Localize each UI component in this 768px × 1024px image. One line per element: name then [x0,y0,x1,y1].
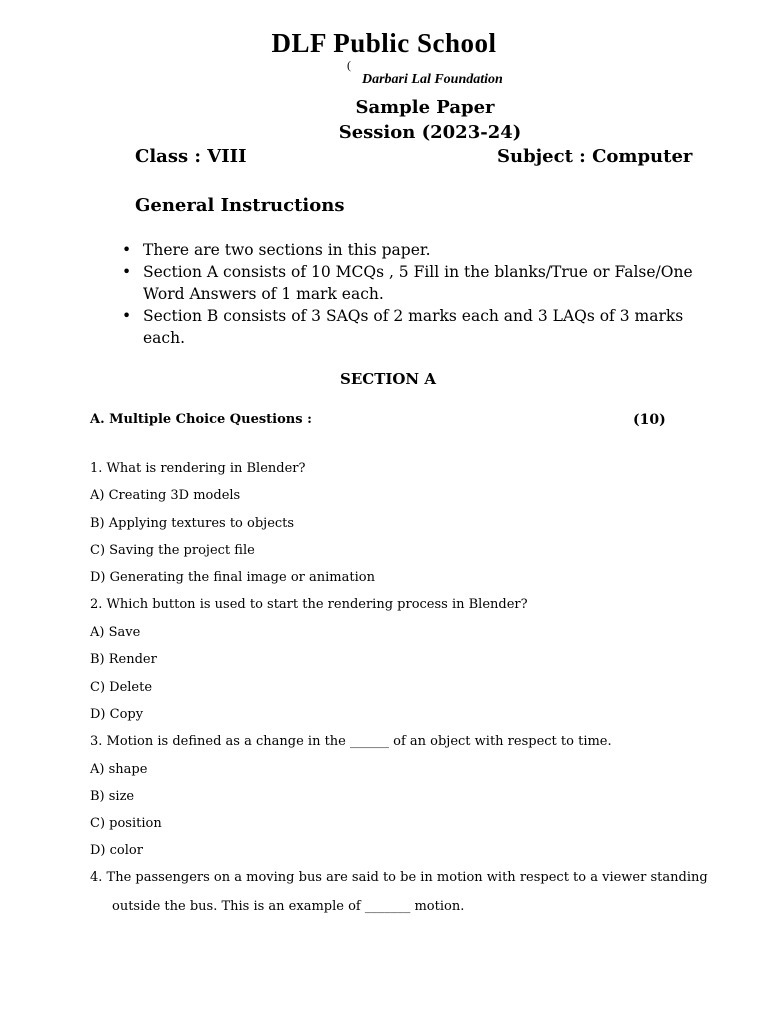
question-4: 4. The passengers on a moving bus are said to be in motion with respect to a viewer standing [90,870,708,885]
subject-label: Subject : Computer [497,146,693,167]
q2-option-b: B) Render [90,652,157,667]
instruction-item: • Section A consists of 10 MCQs , 5 Fill in the blanks/True or False/One Word Answers of 1 mark each. [143,261,703,305]
q2-option-d: D) Copy [90,707,144,722]
instruction-item: • Section B consists of 3 SAQs of 2 marks each and 3 LAQs of 3 marks each. [143,305,703,349]
q2-option-a: A) Save [90,625,141,640]
mcq-heading: A. Multiple Choice Questions : [90,412,312,427]
instruction-item: • There are two sections in this paper. [143,239,703,261]
school-name: DLF Public School [271,28,497,58]
q1-option-c: C) Saving the project file [90,543,255,558]
q3-option-b: B) size [90,789,135,804]
q1-option-a: A) Creating 3D models [90,488,241,503]
foundation-name: Darbari Lal Foundation [362,72,503,87]
session-label: Session (2023-24) [338,122,522,143]
question-3: 3. Motion is defined as a change in the ______ of an object with respect to time. [90,734,612,749]
q3-option-a: A) shape [90,762,148,777]
mcq-marks: (10) [633,412,666,428]
question-1: 1. What is rendering in Blender? [90,461,306,476]
question-2: 2. Which button is used to start the rendering process in Blender? [90,597,528,612]
question-4-continued: outside the bus. This is an example of _______ motion. [112,899,465,914]
section-a-title: SECTION A [339,370,437,388]
instructions-list [122,239,703,349]
q2-option-c: C) Delete [90,680,153,695]
q3-option-d: D) color [90,843,143,858]
instructions-heading: General Instructions [135,195,345,216]
q1-option-b: B) Applying textures to objects [90,516,295,531]
q1-option-d: D) Generating the final image or animation [90,570,375,585]
paper-title: Sample Paper [355,97,495,118]
q3-option-c: C) position [90,816,162,831]
header-paren: ( [347,58,351,72]
class-label: Class : VIII [135,146,247,167]
